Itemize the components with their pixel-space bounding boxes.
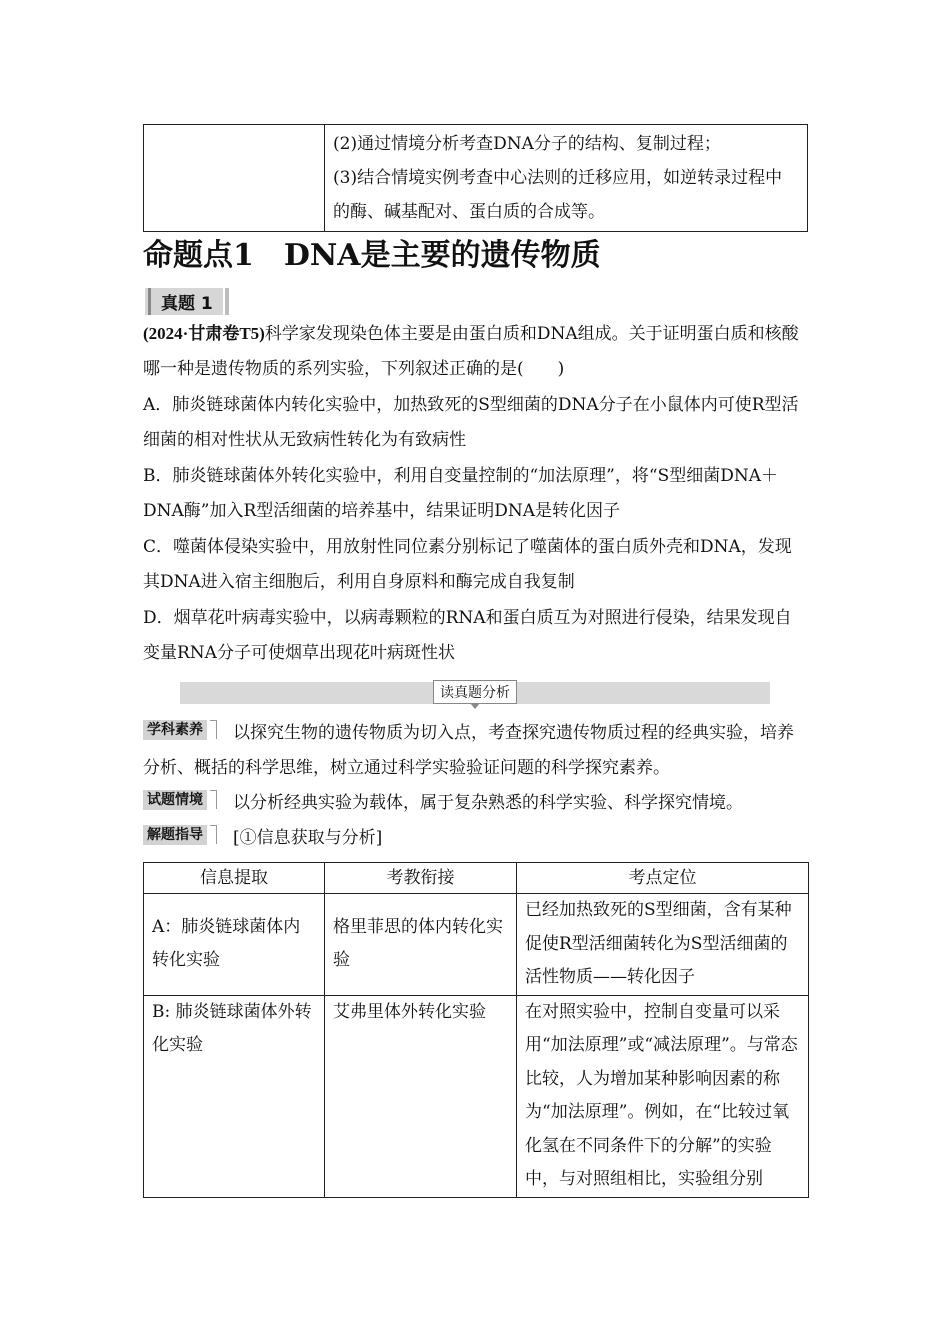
objectives-cell	[325, 125, 808, 232]
table-header-row	[144, 863, 809, 894]
analysis-divider	[180, 682, 770, 704]
literacy-text: 以探究生物的遗传物质为切入点，考查探究遗传物质过程的经典实验，培养分析、概括的科学思维，树立通过科学实验验证问题的科学探究素养。	[143, 723, 794, 778]
guide-badge: 解题指导	[143, 825, 207, 845]
question-stem	[143, 317, 808, 386]
literacy-badge: 学科素养	[143, 720, 207, 740]
table-row	[144, 894, 809, 996]
option-b: B．肺炎链球菌体外转化实验中，利用自变量控制的“加法原理”，将“S型细菌DNA＋DNA酶”加入R型活细菌的培养基中，结果证明DNA是转化因子	[143, 466, 778, 521]
analysis-block	[143, 716, 808, 856]
table-cell: B: 肺炎链球菌体外转化实验	[144, 995, 325, 1197]
section-title: 命题点1 DNA是主要的遗传物质	[143, 238, 601, 273]
guide-text: [①信息获取与分析]	[233, 828, 383, 848]
table-cell: 格里菲思的体内转化实验	[325, 894, 517, 996]
option-c: C．噬菌体侵染实验中，用放射性同位素分别标记了噬菌体的蛋白质外壳和DNA，发现其DNA进入宿主细胞后，利用自身原料和酶完成自我复制	[143, 537, 792, 592]
table-header-cell: 信息提取	[144, 863, 325, 894]
real-question-tag: 真题 1	[145, 288, 223, 315]
objectives-table	[143, 124, 808, 232]
table-cell: A：肺炎链球菌体内转化实验	[144, 894, 325, 996]
table-header-cell: 考点定位	[517, 863, 809, 894]
table-header-cell: 考教衔接	[325, 863, 517, 894]
table-row	[144, 995, 809, 1197]
question-stem-text: 科学家发现染色体主要是由蛋白质和DNA组成。关于证明蛋白质和核酸哪一种是遗传物质的系列实验，下列叙述正确的是( )	[143, 324, 799, 379]
guide-row	[143, 821, 808, 856]
info-table	[143, 862, 809, 1198]
context-row	[143, 786, 808, 821]
option-a: A．肺炎链球菌体内转化实验中，加热致死的S型细菌的DNA分子在小鼠体内可使R型活细菌的相对性状从无致病性转化为有致病性	[143, 395, 799, 450]
context-badge: 试题情境	[143, 790, 207, 810]
table-cell: 在对照实验中，控制自变量可以采用“加法原理”或“减法原理”。与常态比较，人为增加某种影响因素的称为“加法原理”。例如，在“比较过氧化氢在不同条件下的分解”的实验中，与对照组相比，实验组分别	[517, 995, 809, 1197]
table-cell: 已经加热致死的S型细菌，含有某种促使R型活细菌转化为S型活细菌的活性物质——转化因子	[517, 894, 809, 996]
objective-line-2: (2)通过情境分析考查DNA分子的结构、复制过程；	[333, 134, 721, 154]
question-source: (2024·甘肃卷T5)	[143, 324, 265, 343]
context-text: 以分析经典实验为载体，属于复杂熟悉的科学实验、科学探究情境。	[233, 793, 743, 813]
objectives-empty-cell	[144, 125, 325, 232]
literacy-row	[143, 716, 808, 786]
option-d: D．烟草花叶病毒实验中，以病毒颗粒的RNA和蛋白质互为对照进行侵染，结果发现自变量RNA分子可使烟草出现花叶病斑性状	[143, 608, 792, 663]
table-cell: 艾弗里体外转化实验	[325, 995, 517, 1197]
divider-label: 读真题分析	[433, 680, 517, 704]
objective-line-3: (3)结合情境实例考查中心法则的迁移应用，如逆转录过程中的酶、碱基配对、蛋白质的合成等。	[333, 168, 783, 222]
page-content	[143, 124, 808, 1198]
